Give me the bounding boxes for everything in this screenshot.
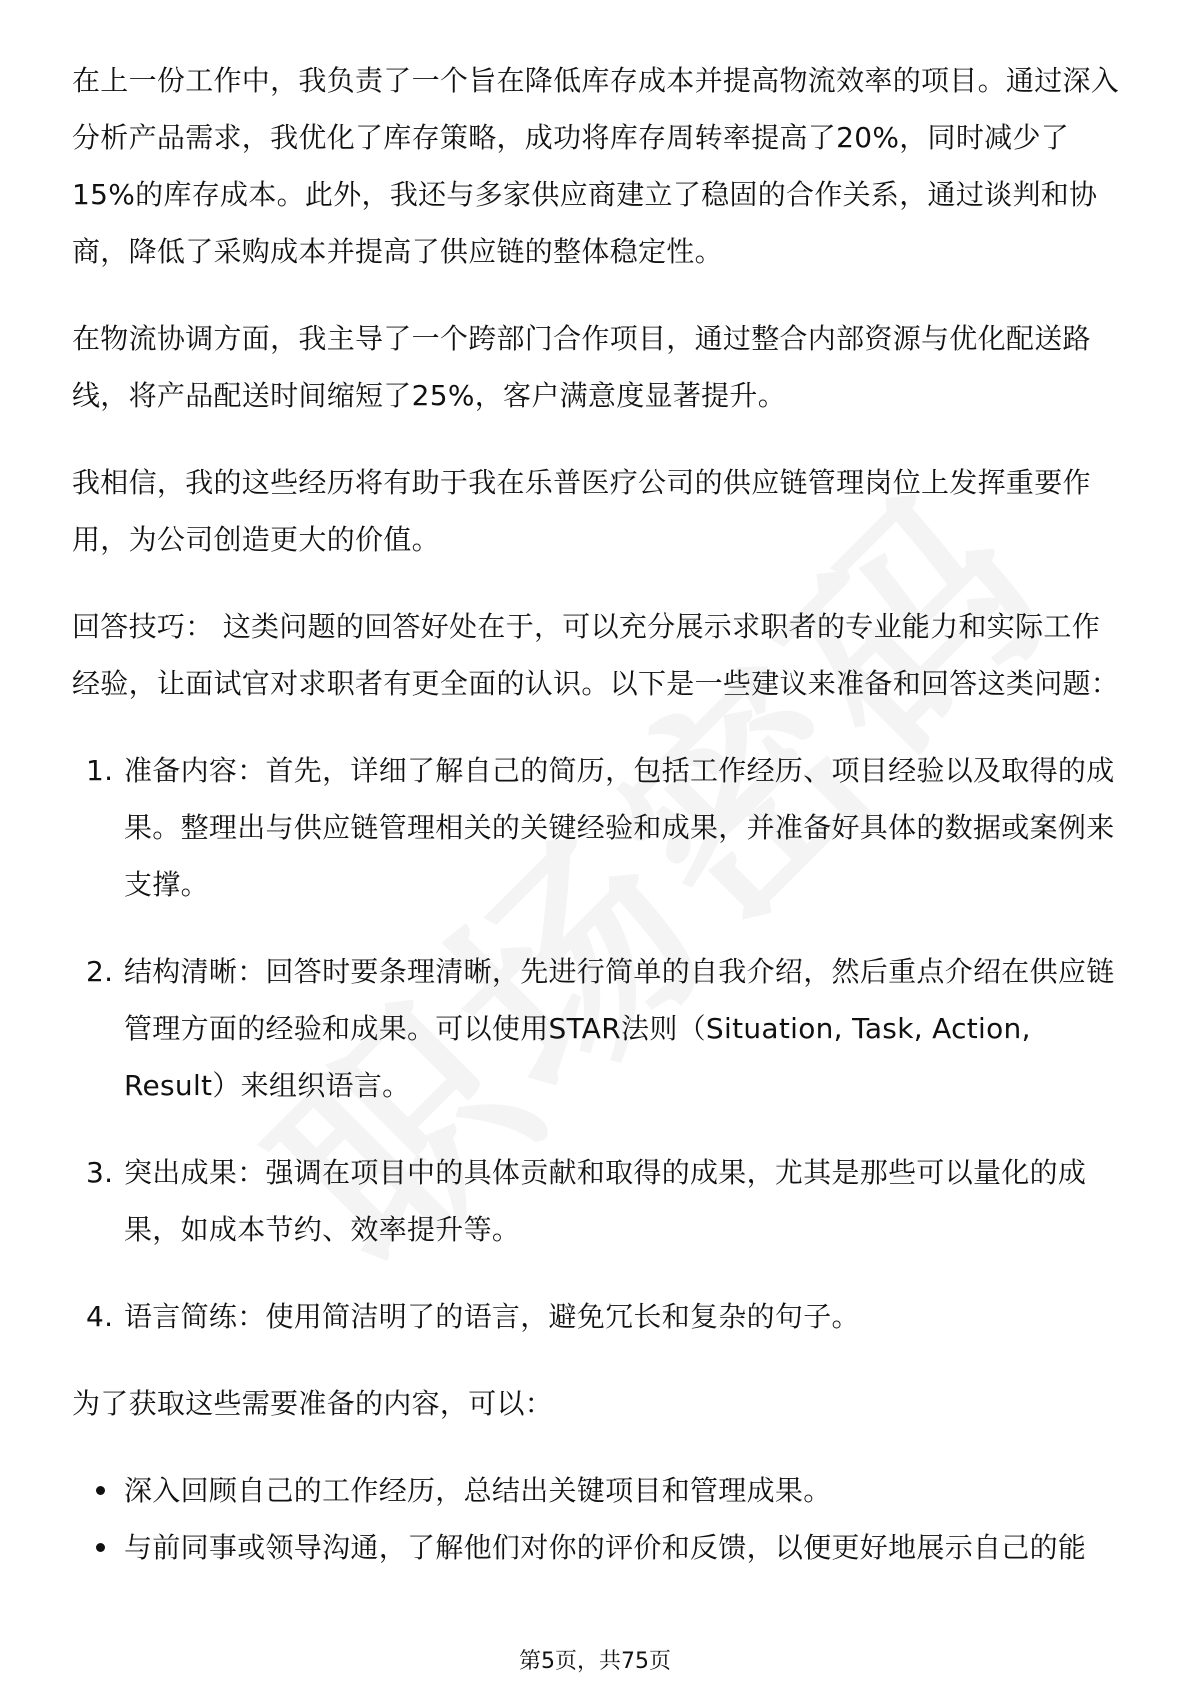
paragraph-answer-tips: 回答技巧： 这类问题的回答好处在于，可以充分展示求职者的专业能力和实际工作经验，让面试官对求职者有更全面的认识。以下是一些建议来准备和回答这类问题： bbox=[72, 610, 1120, 700]
list-number: 1. bbox=[86, 754, 114, 787]
paragraph-experience: 在上一份工作中，我负责了一个旨在降低库存成本并提高物流效率的项目。通过深入分析产品需求，我优化了库存策略，成功将库存周转率提高了20%，同时减少了15%的库存成本。此外，我还与多家供应商建立了稳固的合作关系，通过谈判和协商，降低了采购成本并提高了供应链的整体稳定性。 bbox=[72, 64, 1120, 268]
list-number: 4. bbox=[86, 1300, 114, 1333]
list-item-text: 深入回顾自己的工作经历，总结出关键项目和管理成果。 bbox=[124, 1474, 832, 1507]
bullet-icon bbox=[96, 1543, 105, 1552]
list-item bbox=[72, 943, 1122, 1114]
page-content bbox=[72, 52, 1122, 1576]
list-item bbox=[72, 1144, 1122, 1258]
list-item bbox=[72, 1462, 1122, 1519]
list-item-text: 语言简练：使用简洁明了的语言，避免冗长和复杂的句子。 bbox=[124, 1300, 860, 1333]
paragraph-belief: 我相信，我的这些经历将有助于我在乐普医疗公司的供应链管理岗位上发挥重要作用，为公司创造更大的价值。 bbox=[72, 466, 1091, 556]
list-item-text: 突出成果：强调在项目中的具体贡献和取得的成果，尤其是那些可以量化的成果，如成本节约、效率提升等。 bbox=[124, 1156, 1087, 1246]
list-item bbox=[72, 1288, 1122, 1345]
list-item-text: 与前同事或领导沟通，了解他们对你的评价和反馈，以便更好地展示自己的能 bbox=[124, 1531, 1087, 1564]
list-item-text: 准备内容：首先，详细了解自己的简历，包括工作经历、项目经验以及取得的成果。整理出与供应链管理相关的关键经验和成果，并准备好具体的数据或案例来支撑。 bbox=[124, 754, 1115, 901]
paragraph-prep-intro: 为了获取这些需要准备的内容，可以： bbox=[72, 1387, 554, 1420]
list-item bbox=[72, 1519, 1122, 1576]
list-number: 3. bbox=[86, 1156, 114, 1189]
paragraph-logistics: 在物流协调方面，我主导了一个跨部门合作项目，通过整合内部资源与优化配送路线，将产品配送时间缩短了25%，客户满意度显著提升。 bbox=[72, 322, 1091, 412]
page-number-footer: 第5页，共75页 bbox=[519, 1649, 671, 1674]
tips-list bbox=[72, 1462, 1122, 1576]
bullet-icon bbox=[96, 1486, 105, 1495]
steps-list bbox=[72, 742, 1122, 1345]
list-item-text: 结构清晰：回答时要条理清晰，先进行简单的自我介绍，然后重点介绍在供应链管理方面的经验和成果。可以使用STAR法则（Situation, Task, Action, Result）来组织语言。 bbox=[124, 955, 1115, 1102]
list-item bbox=[72, 742, 1122, 913]
list-number: 2. bbox=[86, 955, 114, 988]
